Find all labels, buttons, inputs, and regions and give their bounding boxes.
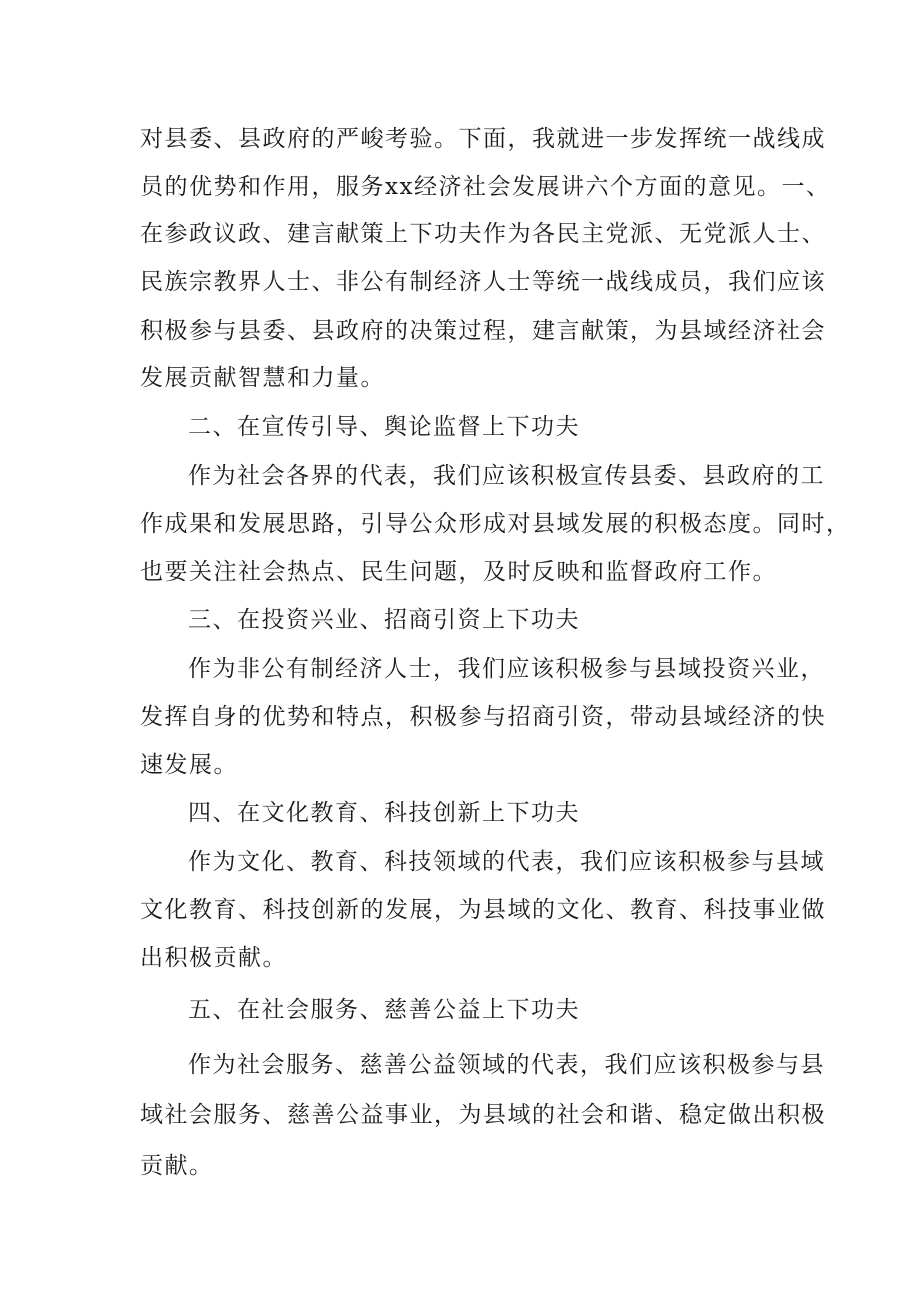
section-heading-4: 四、在文化教育、科技创新上下功夫: [188, 800, 580, 826]
section-heading-3: 三、在投资兴业、招商引资上下功夫: [188, 607, 580, 633]
paragraph-line: 域社会服务、慈善公益事业，为县域的社会和谐、稳定做出积极: [140, 1102, 826, 1128]
paragraph-line: 对县委、县政府的严峻考验。下面，我就进一步发挥统一战线成: [140, 126, 826, 152]
paragraph-line: 员的优势和作用，服务xx经济社会发展讲六个方面的意见。一、: [140, 174, 831, 200]
paragraph-line: 作为社会服务、慈善公益领域的代表，我们应该积极参与县: [188, 1052, 825, 1078]
paragraph-line: 文化教育、科技创新的发展，为县域的文化、教育、科技事业做: [140, 897, 826, 923]
paragraph-line: 出积极贡献。: [140, 945, 287, 971]
paragraph-line: 作成果和发展思路，引导公众形成对县域发展的积极态度。同时，: [140, 511, 851, 537]
paragraph-line: 积极参与县委、县政府的决策过程，建言献策，为县域经济社会: [140, 318, 826, 344]
section-heading-2: 二、在宣传引导、舆论监督上下功夫: [188, 414, 580, 440]
paragraph-line: 在参政议政、建言献策上下功夫作为各民主党派、无党派人士、: [140, 221, 826, 247]
paragraph-line: 作为文化、教育、科技领域的代表，我们应该积极参与县域: [188, 849, 825, 875]
paragraph-line: 发展贡献智慧和力量。: [140, 365, 385, 391]
paragraph-line: 速发展。: [140, 752, 238, 778]
paragraph-line: 贡献。: [140, 1153, 214, 1179]
paragraph-line: 也要关注社会热点、民生问题，及时反映和监督政府工作。: [140, 559, 777, 585]
paragraph-line: 作为社会各界的代表，我们应该积极宣传县委、县政府的工: [188, 463, 825, 489]
paragraph-line: 作为非公有制经济人士，我们应该积极参与县域投资兴业，: [188, 656, 825, 682]
paragraph-line: 民族宗教界人士、非公有制经济人士等统一战线成员，我们应该: [140, 269, 826, 295]
section-heading-5: 五、在社会服务、慈善公益上下功夫: [188, 997, 580, 1023]
paragraph-line: 发挥自身的优势和特点，积极参与招商引资，带动县域经济的快: [140, 704, 826, 730]
